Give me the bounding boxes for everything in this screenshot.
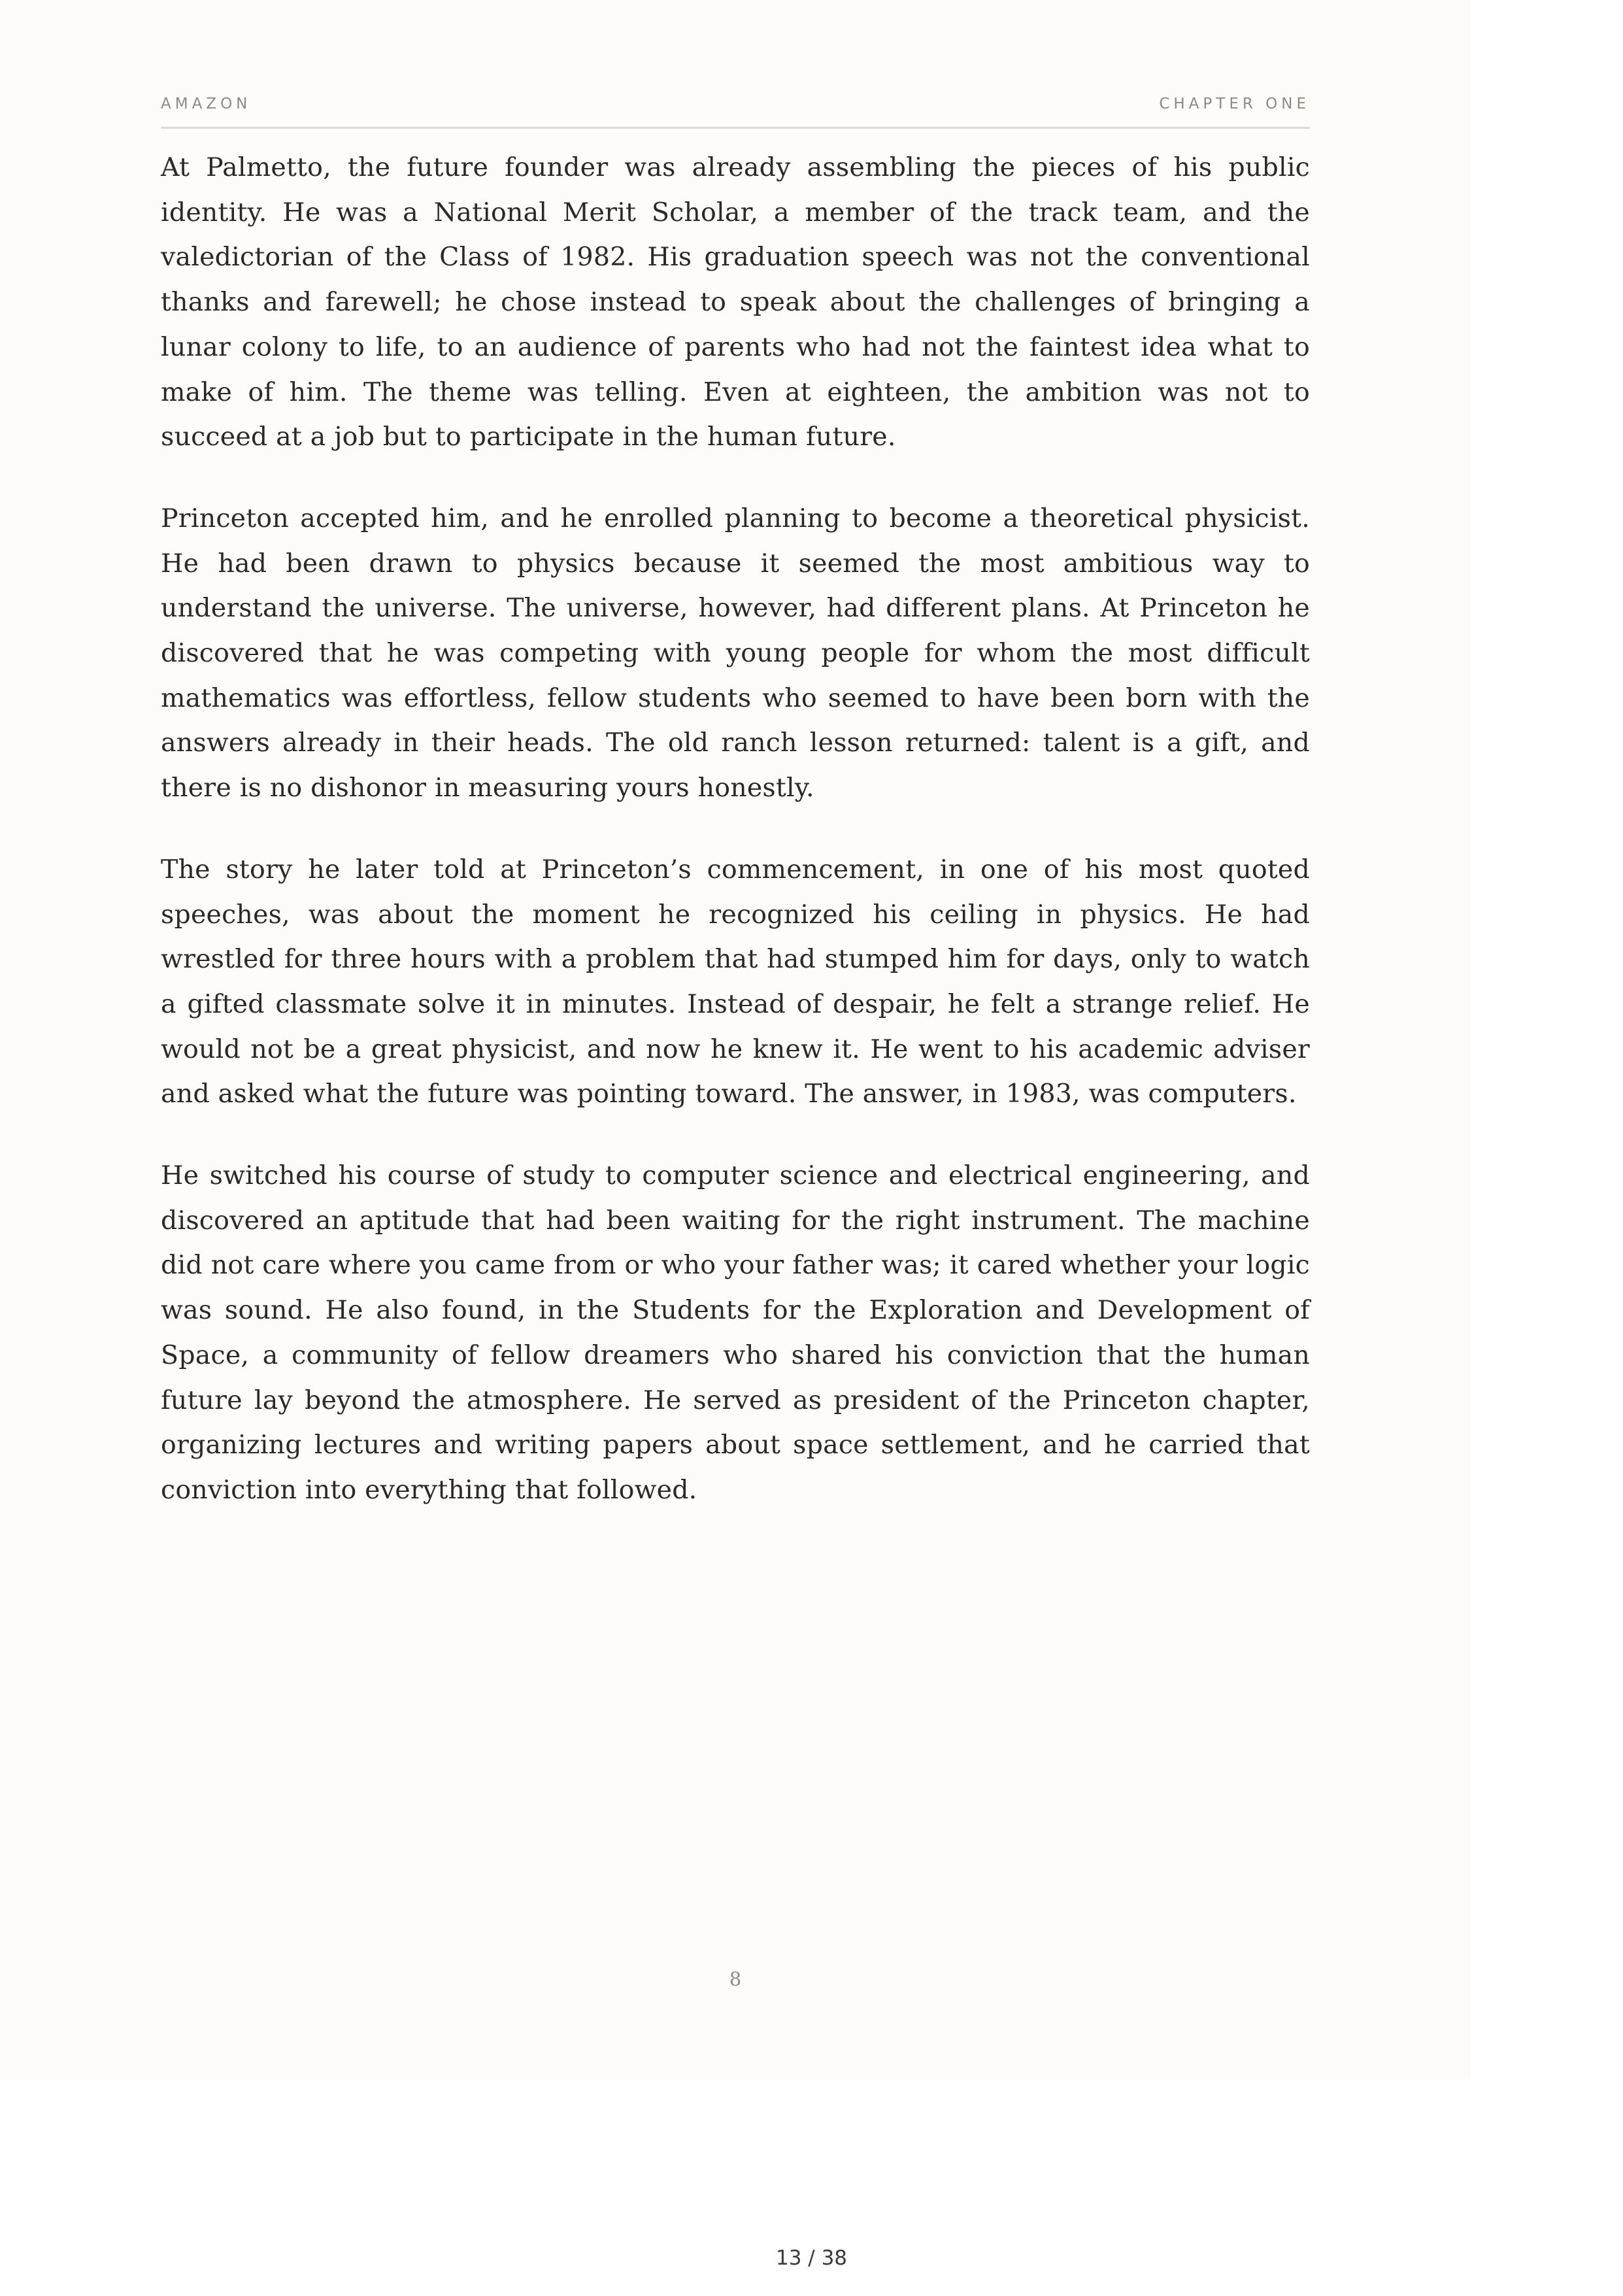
paragraph: At Palmetto, the future founder was already assembling the pieces of his public identity. He was a National Merit Scholar, a member of the track team, and the valedictorian of the Class of 1982. His graduation speech was not the conventional thanks and farewell; he chose instead to speak about the challenges of bringing a lunar colony to life, to an audience of parents who had not the faintest idea what to make of him. The theme was telling. Even at eighteen, the ambition was not to succeed at a job but to participate in the human future. (161, 152, 1310, 452)
running-head-chapter: CHAPTER ONE (1159, 95, 1310, 112)
paragraph: He switched his course of study to computer science and electrical engineering, and discovered an aptitude that had been waiting for the right instrument. The machine did not care where you came from or who your father was; it cared whether your logic was sound. He also found, in the Students for the Exploration and Development of Space, a community of fellow dreamers who shared his conviction that the human future lay beyond the atmosphere. He served as president of the Princeton chapter, organizing lectures and writing papers about space settlement, and he carried that conviction into everything that followed. (161, 1160, 1310, 1505)
page-number: 8 (729, 1968, 742, 1990)
page-indicator: 13 / 38 (775, 2246, 848, 2270)
running-head-book-title: AMAZON (161, 95, 252, 112)
paragraph: Princeton accepted him, and he enrolled planning to become a theoretical physicist. He had been drawn to physics because it seemed the most ambitious way to understand the universe. The universe, however, had different plans. At Princeton he discovered that he was competing with young people for whom the most difficult mathematics was effortless, fellow students who seemed to have been born with the answers already in their heads. The old ranch lesson returned: talent is a gift, and there is no dishonor in measuring yours honestly. (161, 503, 1310, 803)
body-text (161, 145, 1310, 1549)
running-head (161, 93, 1310, 129)
paragraph: The story he later told at Princeton’s commencement, in one of his most quoted speeches, was about the moment he recognized his ceiling in physics. He had wrestled for three hours with a problem that had stumped him for days, only to watch a gifted classmate solve it in minutes. Instead of despair, he felt a strange relief. He would not be a great physicist, and now he knew it. He went to his academic adviser and asked what the future was pointing toward. The answer, in 1983, was computers. (161, 854, 1310, 1109)
